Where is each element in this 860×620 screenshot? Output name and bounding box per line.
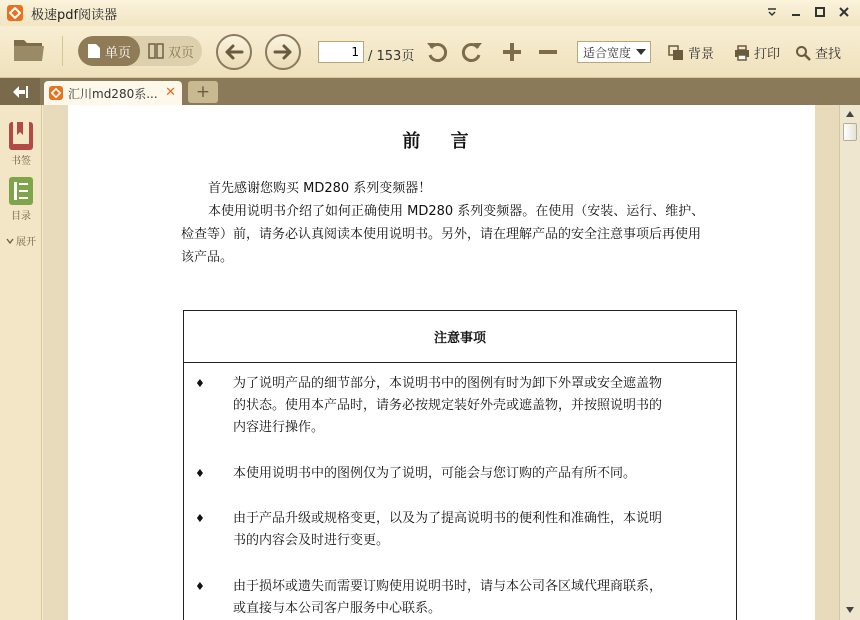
rotate-left-button[interactable] [425,40,449,64]
pdf-doc-icon [49,86,63,100]
expand-button[interactable] [4,233,38,248]
document-tab[interactable] [44,81,182,105]
rotate-left-icon [425,40,449,64]
rotate-right-button[interactable] [460,40,484,64]
toc-button[interactable] [4,176,38,222]
open-folder-icon[interactable] [12,35,46,65]
background-label: 背景 [688,47,715,62]
zoom-select-value: 适合宽度 [583,45,632,60]
scroll-up-icon[interactable] [842,107,858,121]
description-line-2: 检查等）前，请务必认真阅读本使用说明书。另外，请在理解产品的安全注意事项后再使用 [181,227,702,242]
chevron-down-icon [636,49,646,55]
arrow-left-icon [223,41,245,63]
background-button[interactable] [668,43,714,62]
search-icon [795,45,811,61]
zoom-out-button[interactable] [536,40,560,64]
main-toolbar [0,26,860,78]
notice-title: 注意事项 [184,311,736,363]
table-of-contents-icon [8,176,34,206]
document-viewport [43,105,839,620]
bullet-icon: ♦ [195,512,205,525]
arrow-right-icon [272,41,294,63]
minus-icon [537,41,559,63]
window-title: 极速pdf阅读器 [31,7,118,23]
double-page-icon [148,43,164,59]
zoom-in-button[interactable] [500,40,524,64]
document-tab-title: 汇川md280系... [68,86,158,101]
rotate-right-icon [460,40,484,64]
plus-icon [501,41,523,63]
arrow-back-icon [11,85,29,99]
expand-label: 展开 [16,237,36,248]
search-button[interactable] [795,43,841,62]
page-heading: 前 言 [402,131,481,152]
zoom-select[interactable] [577,41,651,63]
notice-text-line: 或直接与本公司客户服务中心联系。 [233,601,442,616]
bullet-icon: ♦ [195,467,205,480]
tab-bar [0,78,860,105]
single-page-icon [87,43,101,59]
description-line-1: 本使用说明书介绍了如何正确使用 MD280 系列变频器。在使用（安装、运行、维护、 [208,204,705,219]
printer-icon [734,45,750,61]
page-total-label: / 153页 [368,49,415,64]
single-page-button[interactable] [78,36,140,66]
window-controls [762,4,854,20]
notice-text-line: 内容进行操作。 [233,420,325,435]
notice-text-line: 的状态。使用本产品时，请务必按规定装好外壳或遮盖物，并按照说明书的 [233,398,663,413]
chevron-down-icon [6,238,14,244]
toc-label: 目录 [11,211,31,222]
app-logo-icon [7,5,23,21]
notice-text-line: 本使用说明书中的图例仅为了说明，可能会与您订购的产品有所不同。 [233,466,637,481]
print-button[interactable] [734,43,780,62]
bookmark-label: 书签 [11,156,31,167]
description-line-3: 该产品。 [181,250,234,265]
double-page-button[interactable] [140,36,202,66]
menu-dropdown-icon[interactable] [762,4,782,20]
search-label: 查找 [815,47,842,62]
intro-paragraph: 首先感谢您购买 MD280 系列变频器！ [208,181,432,196]
scroll-down-icon[interactable] [842,604,858,616]
notice-text-line: 由于损坏或遗失而需要订购使用说明书时，请与本公司各区域代理商联系， [233,579,663,594]
page-mode-toggle [78,36,202,66]
maximize-button[interactable] [810,4,830,20]
close-tab-icon[interactable]: ✕ [165,85,176,100]
pdf-page [68,105,815,620]
background-icon [668,45,684,61]
new-tab-button[interactable]: + [188,81,218,103]
vertical-scrollbar[interactable] [839,105,860,620]
bookmark-icon [8,121,34,151]
bookmark-button[interactable] [4,121,38,167]
notice-text-line: 为了说明产品的细节部分，本说明书中的图例有时为卸下外罩或安全遮盖物 [233,376,663,391]
bullet-icon: ♦ [195,580,205,593]
bullet-icon: ♦ [195,377,205,390]
collapse-sidebar-button[interactable] [0,78,40,105]
print-label: 打印 [754,47,781,62]
double-page-label: 双页 [167,45,194,61]
toolbar-divider [62,36,63,66]
next-page-button[interactable] [265,34,301,70]
notice-text-line: 由于产品升级或规格变更，以及为了提高说明书的便利性和准确性，本说明 [233,511,663,526]
title-bar [0,0,860,26]
close-button[interactable] [834,4,854,20]
single-page-label: 单页 [104,45,131,61]
minimize-button[interactable] [786,4,806,20]
notice-text-line: 书的内容会及时进行变更。 [233,533,390,548]
previous-page-button[interactable] [216,34,252,70]
notice-box [183,310,737,620]
page-number-input[interactable] [318,41,364,63]
scroll-thumb[interactable] [843,123,857,141]
left-sidebar [0,105,42,620]
